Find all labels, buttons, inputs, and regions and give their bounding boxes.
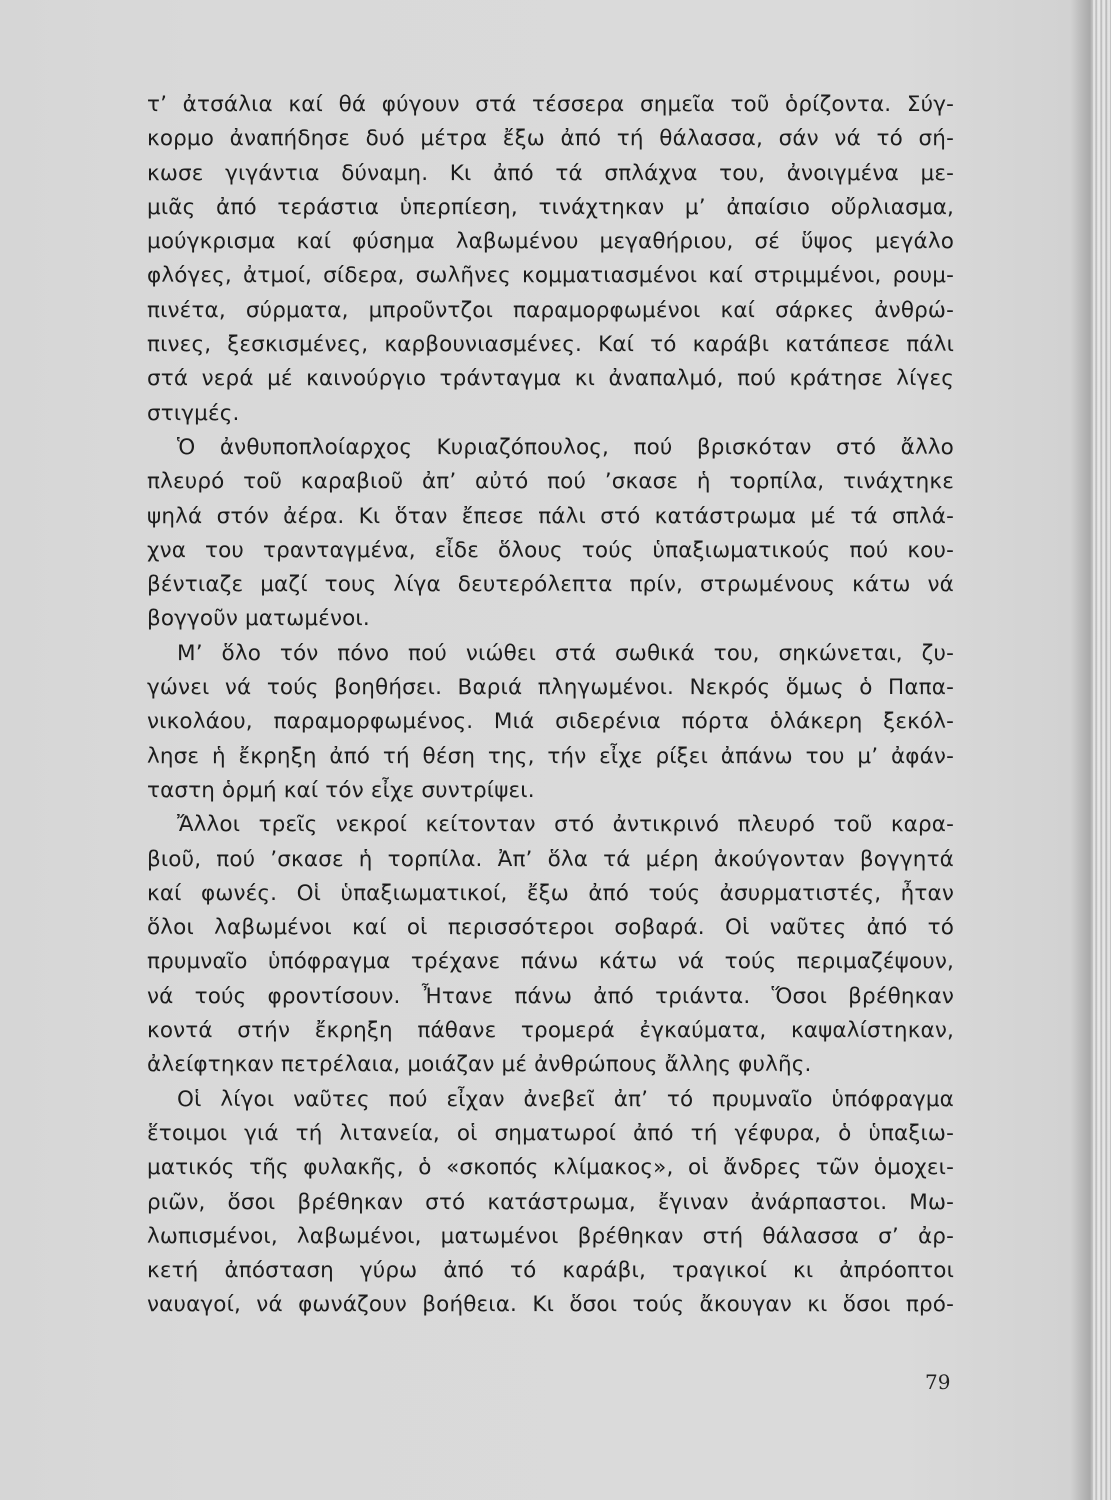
body-text — [147, 88, 954, 1323]
text-line: πινέτα, σύρματα, μπροῦντζοι παραμορφωμένοι καί σάρκες ἀνθρώ- — [147, 297, 954, 323]
text-line: βέντιαζε μαζί τους λίγα δευτερόλεπτα πρίν, στρωμένους κάτω νά — [147, 572, 954, 598]
paragraph-start: Ἄλλοι τρεῖς νεκροί κείτονταν στό ἀντικρινό πλευρό τοῦ καρα- — [177, 812, 954, 838]
text-line: τ’ ἀτσάλια καί θά φύγουν στά τέσσερα σημεῖα τοῦ ὁρίζοντα. Σύγ- — [147, 92, 954, 117]
text-line: ὅλοι λαβωμένοι καί οἱ περισσότεροι σοβαρά. Οἱ ναῦτες ἀπό τό — [147, 915, 954, 941]
paragraph-start: Ὁ ἀνθυποπλοίαρχος Κυριαζόπουλος, πού βρισκόταν στό ἄλλο — [177, 434, 954, 460]
text-line: ψηλά στόν ἀέρα. Κι ὅταν ἔπεσε πάλι στό κατάστρωμα μέ τά σπλά- — [147, 503, 954, 529]
text-line: στά νερά μέ καινούργιο τράνταγμα κι ἀναπαλμό, πού κράτησε λίγες — [147, 366, 954, 392]
text-line: γώνει νά τούς βοηθήσει. Βαριά πληγωμένοι. Νεκρός ὅμως ὁ Παπα- — [147, 675, 954, 701]
text-line: νικολάου, παραμορφωμένος. Μιά σιδερένια πόρτα ὁλάκερη ξεκόλ- — [147, 709, 954, 735]
text-line: πλευρό τοῦ καραβιοῦ ἀπ’ αὐτό πού ’σκασε ἡ τορπίλα, τινάχτηκε — [147, 469, 954, 495]
text-line: νά τούς φροντίσουν. Ἦτανε πάνω ἀπό τριάντα. Ὅσοι βρέθηκαν — [147, 983, 954, 1009]
page-number: 79 — [925, 1370, 951, 1394]
text-line: κετή ἀπόσταση γύρω ἀπό τό καράβι, τραγικοί κι ἀπρόοπτοι — [147, 1258, 954, 1284]
text-line: κορμο ἀναπήδησε δυό μέτρα ἔξω ἀπό τή θάλασσα, σάν νά τό σή- — [147, 126, 954, 152]
text-line: λησε ἡ ἔκρηξη ἀπό τή θέση της, τήν εἶχε ρίξει ἀπάνω του μ’ ἀφάν- — [147, 743, 954, 769]
text-line: λωπισμένοι, λαβωμένοι, ματωμένοι βρέθηκαν στή θάλασσα σ’ ἀρ- — [147, 1223, 954, 1249]
text-line: πρυμναῖο ὑπόφραγμα τρέχανε πάνω κάτω νά τούς περιμαζέψουν, — [147, 949, 954, 975]
text-line: ναυαγοί, νά φωνάζουν βοήθεια. Κι ὅσοι τούς ἄκουγαν κι ὅσοι πρό- — [147, 1292, 954, 1318]
text-line: μούγκρισμα καί φύσημα λαβωμένου μεγαθήριου, σέ ὕψος μεγάλο — [147, 229, 954, 255]
text-line: μιᾶς ἀπό τεράστια ὑπερπίεση, τινάχτηκαν μ’ ἀπαίσιο οὔρλιασμα, — [147, 194, 954, 220]
text-line: κοντά στήν ἔκρηξη πάθανε τρομερά ἐγκαύματα, καψαλίστηκαν, — [147, 1018, 954, 1044]
page-stack-edge — [1093, 0, 1111, 1500]
text-line: ριῶν, ὅσοι βρέθηκαν στό κατάστρωμα, ἔγιναν ἀνάρπαστοι. Μω- — [147, 1189, 954, 1215]
text-line: ἕτοιμοι γιά τή λιτανεία, οἱ σηματωροί ἀπό τή γέφυρα, ὁ ὑπαξιω- — [147, 1120, 954, 1146]
text-line: χνα του τρανταγμένα, εἶδε ὅλους τούς ὑπαξιωματικούς πού κου- — [147, 537, 954, 563]
paragraph-start: Οἱ λίγοι ναῦτες πού εἶχαν ἀνεβεῖ ἀπ’ τό πρυμναῖο ὑπόφραγμα — [177, 1086, 954, 1112]
text-line: κωσε γιγάντια δύναμη. Κι ἀπό τά σπλάχνα του, ἀνοιγμένα με- — [147, 160, 954, 186]
text-line: βογγοῦν ματωμένοι. — [147, 606, 370, 632]
text-line: φλόγες, ἀτμοί, σίδερα, σωλῆνες κομματιασμένοι καί στριμμένοι, ρουμ- — [147, 263, 954, 289]
paragraph-start: Μ’ ὅλο τόν πόνο πού νιώθει στά σωθικά του, σηκώνεται, ζυ- — [177, 640, 954, 666]
text-line: ματικός τῆς φυλακῆς, ὁ «σκοπός κλίμακος», οἱ ἄνδρες τῶν ὁμοχει- — [147, 1155, 954, 1181]
text-line: ἀλείφτηκαν πετρέλαια, μοιάζαν μέ ἀνθρώπους ἄλλης φυλῆς. — [147, 1052, 812, 1078]
text-line: βιοῦ, πού ’σκασε ἡ τορπίλα. Ἀπ’ ὅλα τά μέρη ἀκούγονταν βογγητά — [147, 846, 954, 872]
text-line: στιγμές. — [147, 400, 240, 426]
text-line: πινες, ξεσκισμένες, καρβουνιασμένες. Καί τό καράβι κατάπεσε πάλι — [147, 332, 954, 358]
text-line: καί φωνές. Οἱ ὑπαξιωματικοί, ἔξω ἀπό τούς ἀσυρματιστές, ἦταν — [147, 880, 954, 906]
text-line: ταστη ὁρμή καί τόν εἶχε συντρίψει. — [147, 777, 535, 803]
